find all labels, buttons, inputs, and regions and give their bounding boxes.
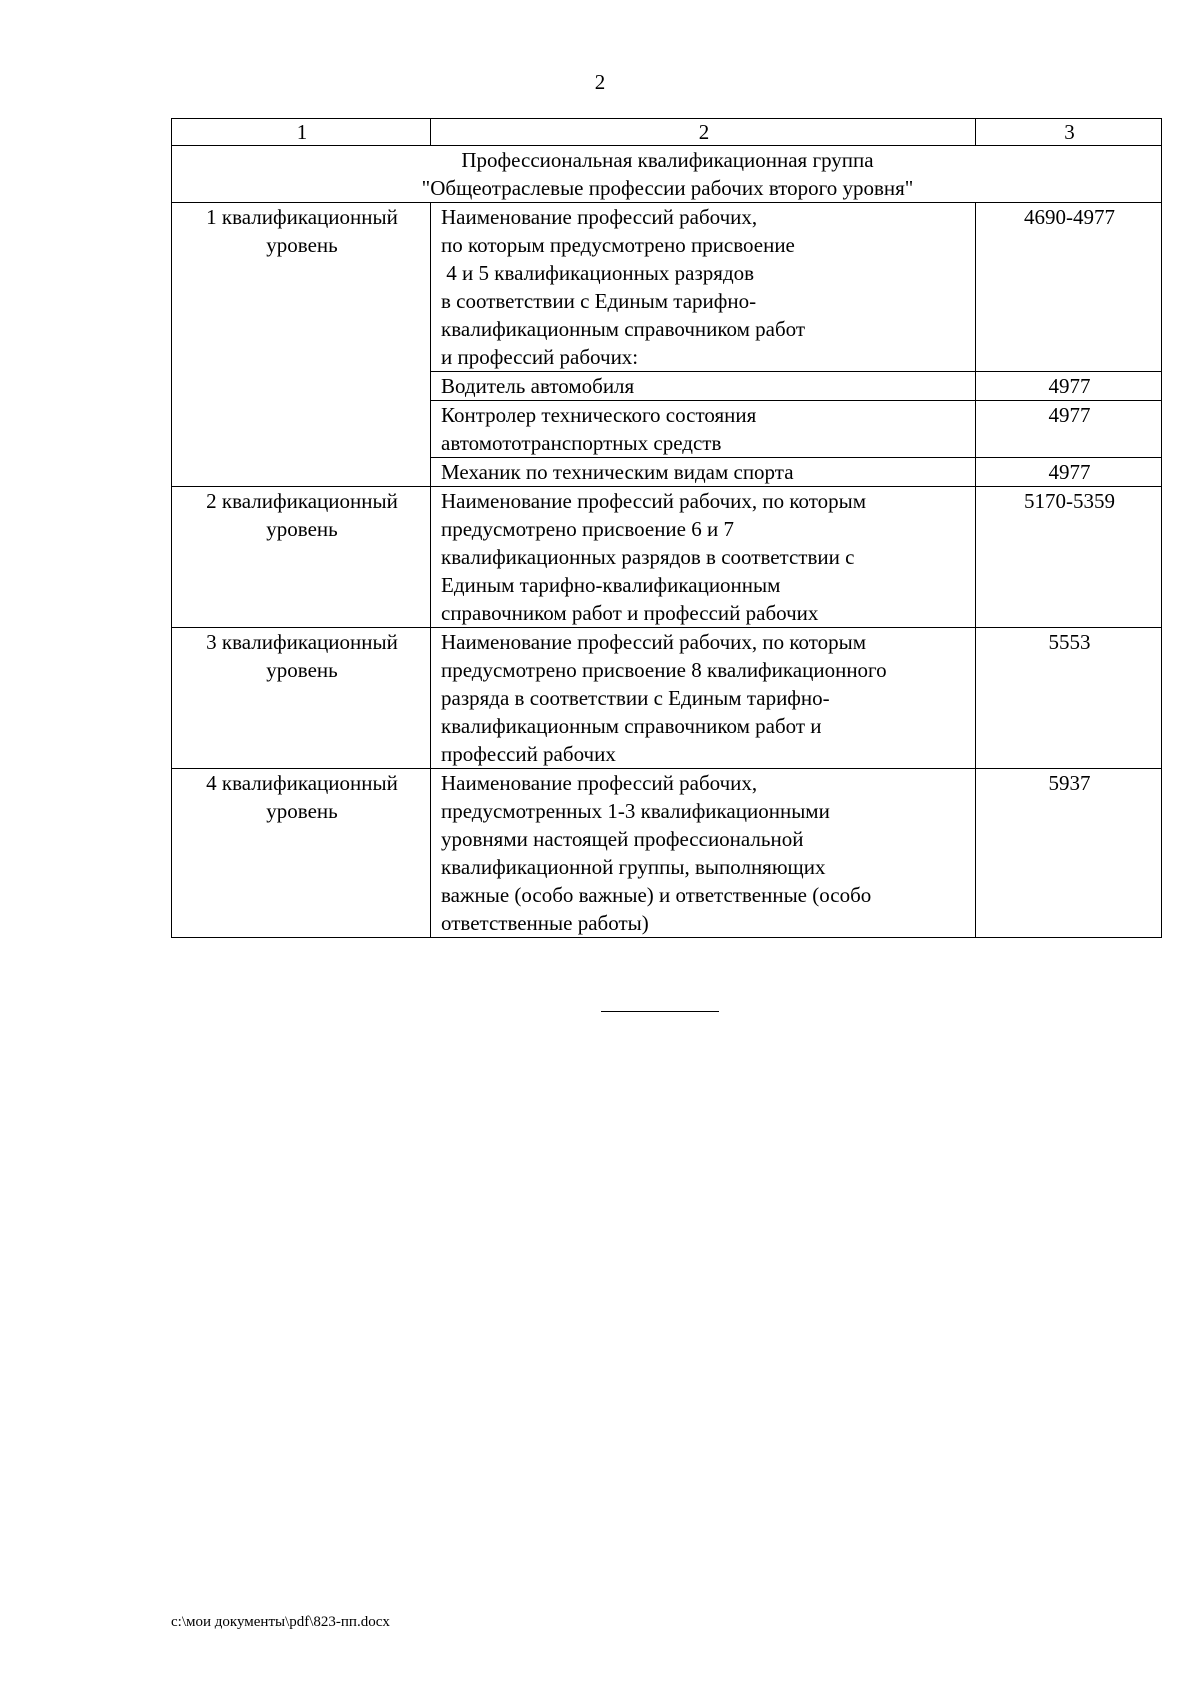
profession-cell: [431, 372, 976, 401]
profession-line: профессий рабочих: [441, 742, 616, 766]
profession-line: Наименование профессий рабочих, по которым: [441, 630, 867, 654]
column-number-row: [172, 119, 1162, 146]
level-label: уровень: [266, 517, 338, 541]
profession-line: и профессий рабочих:: [441, 345, 639, 369]
profession-line: уровнями настоящей профессиональной: [441, 827, 804, 851]
salary-value: 5553: [976, 628, 1162, 769]
footer-file-path: c:\мои документы\pdf\823-пп.docx: [171, 1614, 390, 1630]
profession-cell: [431, 628, 976, 769]
profession-cell: [431, 458, 976, 487]
salary-value: 4977: [976, 372, 1162, 401]
profession-line: важные (особо важные) и ответственные (особо: [441, 883, 872, 907]
profession-line: Механик по техническим видам спорта: [441, 460, 794, 484]
column-header: 3: [976, 119, 1162, 146]
profession-line: Единым тарифно-квалификационным: [441, 573, 781, 597]
table-row: [172, 769, 1162, 938]
profession-line: квалификационных разрядов в соответствии с: [441, 545, 855, 569]
page-number: 2: [594, 70, 606, 94]
salary-value: 4977: [976, 401, 1162, 458]
level-cell: [172, 628, 431, 769]
group-title-line: "Общеотраслевые профессии рабочих второго уровня": [421, 176, 914, 200]
level-label: уровень: [266, 799, 338, 823]
profession-cell: [431, 203, 976, 372]
table-row: [172, 487, 1162, 628]
end-separator-line: [601, 1011, 719, 1012]
profession-line: в соответствии с Единым тарифно-: [441, 289, 757, 313]
level-label: 1 квалификационный: [206, 205, 398, 229]
column-header: 2: [431, 119, 976, 146]
profession-line: квалификационной группы, выполняющих: [441, 855, 826, 879]
profession-line: справочником работ и профессий рабочих: [441, 601, 819, 625]
level-cell: [172, 203, 431, 487]
table-row: [172, 203, 1162, 372]
table-row: [172, 628, 1162, 769]
profession-cell: [431, 769, 976, 938]
profession-cell: [431, 401, 976, 458]
group-title: [172, 146, 1162, 203]
level-label: уровень: [266, 658, 338, 682]
profession-line: предусмотрено присвоение 6 и 7: [441, 517, 734, 541]
profession-line: предусмотрено присвоение 8 квалификационного: [441, 658, 887, 682]
qualification-table: [171, 118, 1162, 938]
salary-value: 4690-4977: [976, 203, 1162, 372]
profession-line: Контролер технического состояния: [441, 403, 757, 427]
salary-value: 4977: [976, 458, 1162, 487]
profession-line: Водитель автомобиля: [441, 374, 635, 398]
profession-line: квалификационным справочником работ и: [441, 714, 822, 738]
group-title-row: [172, 146, 1162, 203]
level-label: 3 квалификационный: [206, 630, 398, 654]
profession-line: Наименование профессий рабочих, по которым: [441, 489, 867, 513]
column-header: 1: [172, 119, 431, 146]
profession-line: Наименование профессий рабочих,: [441, 771, 758, 795]
salary-value: 5937: [976, 769, 1162, 938]
level-label: уровень: [266, 233, 338, 257]
level-label: 2 квалификационный: [206, 489, 398, 513]
profession-cell: [431, 487, 976, 628]
profession-line: Наименование профессий рабочих,: [441, 205, 758, 229]
profession-line: автомототранспортных средств: [441, 431, 722, 455]
profession-line: по которым предусмотрено присвоение: [441, 233, 795, 257]
profession-line: ответственные работы): [441, 911, 649, 935]
level-cell: [172, 487, 431, 628]
profession-line: 4 и 5 квалификационных разрядов: [441, 261, 755, 285]
group-title-line: Профессиональная квалификационная группа: [461, 148, 874, 172]
level-cell: [172, 769, 431, 938]
profession-line: разряда в соответствии с Единым тарифно-: [441, 686, 830, 710]
level-label: 4 квалификационный: [206, 771, 398, 795]
profession-line: предусмотренных 1-3 квалификационными: [441, 799, 830, 823]
profession-line: квалификационным справочником работ: [441, 317, 806, 341]
salary-value: 5170-5359: [976, 487, 1162, 628]
